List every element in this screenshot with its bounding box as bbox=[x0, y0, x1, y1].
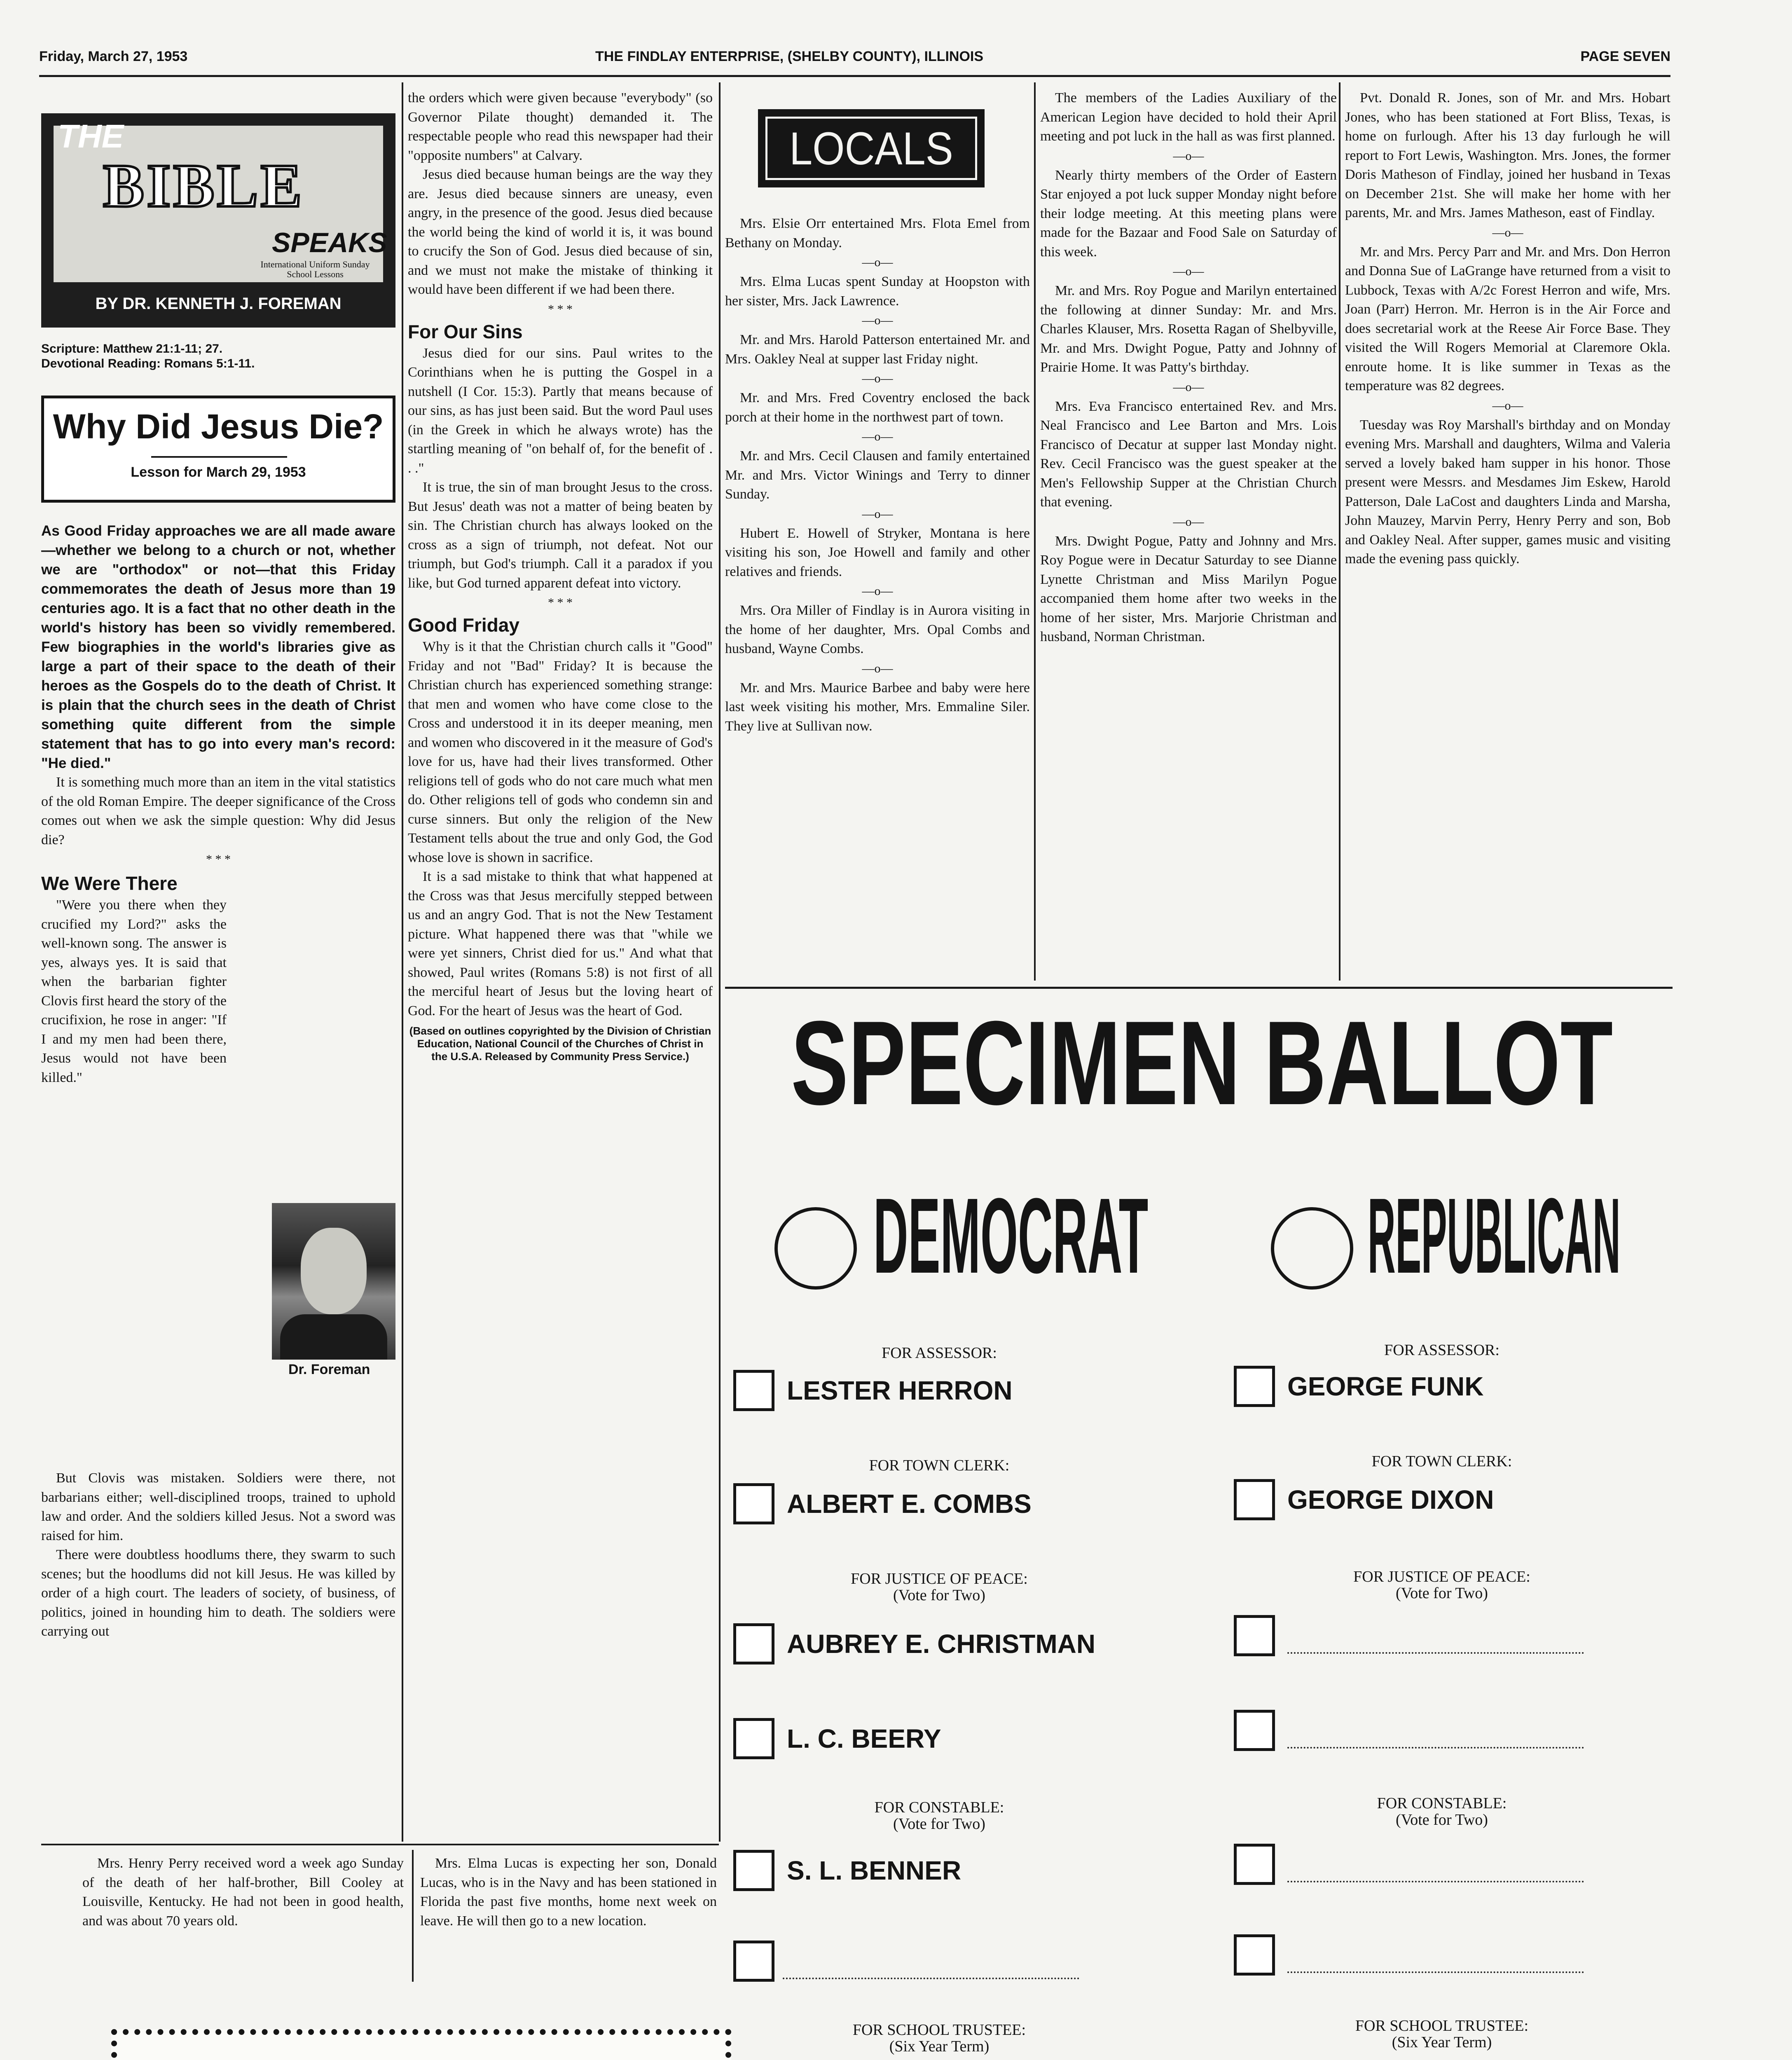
locals-item: Mr. and Mrs. Fred Coventry enclosed the back porch at their home in the northwest part of town. bbox=[725, 390, 1030, 425]
checkbox-lester-herron[interactable] bbox=[733, 1370, 774, 1411]
bible-col2-para-6: It is a sad mistake to think that what happened at the Cross was that Jesus mercifully stepped between us and an angry God. That is not the New Testament picture. What happened there was that "while we were yet sinners, Christ died for us." And what that showed, Paul writes (Romans 5:8) is not first of all the merciful heart of Jesus but the loving heart of God. For the heart of Jesus was the heart of God. bbox=[408, 869, 713, 1018]
stars-separator: * * * bbox=[206, 852, 231, 866]
bible-credit: (Based on outlines copyrighted by the Division of Christian Education, National Council of the Churches of Christ in the U.S.A. Released by Community Press Service.) bbox=[409, 1025, 711, 1063]
logo-byline: BY DR. KENNETH J. FOREMAN bbox=[95, 295, 342, 313]
locals-title: LOCALS bbox=[789, 123, 953, 174]
lesson-rule bbox=[151, 456, 287, 458]
checkbox-rep-constable-blank-2[interactable] bbox=[1234, 1934, 1275, 1976]
locals-separator: —o— bbox=[1173, 149, 1204, 163]
locals-item: Nearly thirty members of the Order of Eastern Star enjoyed a pot luck supper Monday night before their lodge meeting. At this meeting plans were made for the Bazaar and Food Sale on Saturday of this week. bbox=[1040, 167, 1337, 260]
logo-the: THE bbox=[58, 118, 124, 154]
dem-constable-label: FOR CONSTABLE: bbox=[874, 1799, 1004, 1816]
dem-trustee-six: (Six Year Term) bbox=[889, 2038, 990, 2055]
photo-face bbox=[301, 1228, 367, 1314]
bible-speaks-logo bbox=[41, 113, 395, 328]
ballot-top-rule bbox=[725, 987, 1673, 989]
ballot-title bbox=[783, 996, 1648, 1130]
locals-separator: —o— bbox=[1173, 515, 1204, 529]
checkbox-rep-justice-blank-1[interactable] bbox=[1234, 1615, 1275, 1656]
locals-item: Mrs. Dwight Pogue, Patty and Johnny and Mrs. Roy Pogue were in Decatur Saturday to see Dianne Lynette Christman and Miss Marilyn Pogue accompanied them home after two weeks in the home of her sister, Mrs. Marjorie Christman and husband, Norman Christman. bbox=[1040, 533, 1337, 644]
republican-label-wrap bbox=[1368, 1178, 1656, 1302]
dem-justice-vote: (Vote for Two) bbox=[893, 1587, 985, 1604]
brief-perry-text: Mrs. Henry Perry received word a week ago Sunday of the death of her half-brother, Bill Cooley at Louisville, Kentucky. He had not been in good health, and was about 70 years old. bbox=[82, 1856, 404, 1929]
lesson-title: Why Did Jesus Die? bbox=[53, 407, 384, 446]
dem-justice-label: FOR JUSTICE OF PEACE: bbox=[851, 1570, 1028, 1587]
bible-col2-text bbox=[408, 89, 713, 1063]
scripture-ref: Scripture: Matthew 21:1-11; 27. bbox=[41, 342, 223, 356]
header-paper: THE FINDLAY ENTERPRISE, (SHELBY COUNTY), ILLINOIS bbox=[595, 49, 984, 64]
bible-col2-para-5: Why is it that the Christian church calls it "Good" Friday and not "Bad" Friday? It is because the Christian church has experienced something strange: that men and women who have come close to the Cross and understood it in its deeper meaning, men and women who discovered in it the measure of God's love for us, have had their lives transformed. Other religions tell of gods who do not care much what men do. Other religions tell of gods who condemn sin and curse sinners. But only the religion of the New Testament tells about the true and only God, the God whose love is shown in sacrifice. bbox=[408, 639, 713, 865]
rep-assessor-label: FOR ASSESSOR: bbox=[1384, 1341, 1500, 1359]
locals-separator: —o— bbox=[1173, 265, 1204, 278]
locals-separator: —o— bbox=[1492, 225, 1523, 239]
checkbox-lc-beery[interactable] bbox=[733, 1718, 774, 1759]
logo-speaks: SPEAKS bbox=[272, 227, 387, 258]
briefs-top-rule bbox=[41, 1844, 719, 1845]
col-divider-2 bbox=[719, 82, 721, 1842]
locals-item: The members of the Ladies Auxiliary of the American Legion have decided to hold their April meeting and pot luck in the hall as was first planned. bbox=[1040, 90, 1337, 144]
dem-constable-blank-line bbox=[783, 1978, 1079, 1979]
foreman-photo bbox=[272, 1203, 395, 1360]
checkbox-george-funk[interactable] bbox=[1234, 1366, 1275, 1407]
checkbox-dem-constable-blank[interactable] bbox=[733, 1941, 774, 1982]
dem-assessor-label: FOR ASSESSOR: bbox=[882, 1344, 997, 1362]
bible-col2-para-1: the orders which were given because "everybody" (so Governor Pilate thought) demanded it. The respectable people who read this newspaper had their "opposite numbers" at Calvary. bbox=[408, 90, 713, 163]
bible-col2-para-2: Jesus died because human beings are the way they are. Jesus died because sinners are uneasy, even angry, in the presence of the good. Jesus died because the world being the kind of world it is, it was bound to crucify the Son of God. Jesus died because of sin, and we must not make the mistake of thinking it would have been different if we had been there. bbox=[408, 167, 713, 297]
locals-separator: —o— bbox=[1173, 380, 1204, 394]
bible-para-2: It is something much more than an item in the vital statistics of the old Roman Empire. The deeper significance of the Cross comes out when we ask the simple question: Why did Jesus die? bbox=[41, 775, 395, 847]
locals-col-1 bbox=[725, 214, 1030, 736]
heading-for-our-sins: For Our Sins bbox=[408, 321, 523, 342]
checkbox-george-dixon[interactable] bbox=[1234, 1479, 1275, 1520]
candidate-george-dixon: GEORGE DIXON bbox=[1287, 1485, 1494, 1515]
locals-item: Mr. and Mrs. Maurice Barbee and baby were here last week visiting his mother, Mrs. Emmaline Siler. They live at Sullivan now. bbox=[725, 680, 1030, 734]
locals-separator: —o— bbox=[862, 430, 893, 443]
democrat-circle[interactable] bbox=[774, 1207, 857, 1290]
locals-separator: —o— bbox=[862, 372, 893, 385]
dem-clerk-label: FOR TOWN CLERK: bbox=[869, 1457, 1010, 1474]
locals-col-3 bbox=[1345, 89, 1670, 569]
candidate-aubrey-christman: AUBREY E. CHRISTMAN bbox=[787, 1629, 1096, 1659]
locals-item: Mrs. Ora Miller of Findlay is in Aurora visiting in the home of her daughter, Mrs. Opal Combs and husband, Wayne Combs. bbox=[725, 603, 1030, 656]
checkbox-albert-combs[interactable] bbox=[733, 1483, 774, 1524]
brief-lucas bbox=[420, 1854, 717, 1931]
lesson-date: Lesson for March 29, 1953 bbox=[131, 464, 306, 480]
checkbox-rep-justice-blank-2[interactable] bbox=[1234, 1710, 1275, 1751]
bible-col1-text-lower bbox=[41, 1469, 395, 1641]
rep-justice-blank-line-1 bbox=[1287, 1652, 1584, 1654]
locals-item: Mr. and Mrs. Percy Parr and Mr. and Mrs. Don Herron and Donna Sue of LaGrange have returned from a visit to Lubbock, Texas with A/2c Forest Herron and wife, Mrs. Joan (Parr) Herron. Mr. Herron is in the Air Force and does secretarial work at the Reese Air Force Base. They visited the Will Rogers Memorial at Claremore Okla. enroute home. It is like summer in Texas as the temperature was 82 degrees. bbox=[1345, 244, 1670, 393]
candidate-albert-combs: ALBERT E. COMBS bbox=[787, 1489, 1032, 1519]
locals-item: Mrs. Elma Lucas spent Sunday at Hoopston with her sister, Mrs. Jack Lawrence. bbox=[725, 274, 1030, 309]
dem-trustee-label: FOR SCHOOL TRUSTEE: bbox=[852, 2021, 1026, 2039]
democrat-label: DEMOCRAT bbox=[873, 1176, 1149, 1296]
page-header bbox=[39, 41, 1670, 74]
locals-separator: —o— bbox=[862, 507, 893, 521]
header-rule bbox=[39, 75, 1670, 77]
briefs-divider bbox=[412, 1850, 414, 1982]
dem-constable-vote: (Vote for Two) bbox=[893, 1815, 985, 1833]
rep-justice-blank-line-2 bbox=[1287, 1747, 1584, 1749]
heading-we-were-there: We Were There bbox=[41, 873, 178, 894]
locals-item: Mr. and Mrs. Cecil Clausen and family entertained Mr. and Mrs. Victor Winings and Terry to dinner Sunday. bbox=[725, 448, 1030, 502]
checkbox-aubrey-christman[interactable] bbox=[733, 1623, 774, 1664]
bible-para-5: There were doubtless hoodlums there, they swarm to such scenes; but the hoodlums did not kill Jesus. He was killed by order of a high court. The leaders of society, of business, of politics, joined in hounding him to death. The soldiers were carrying out bbox=[41, 1547, 395, 1639]
header-date: Friday, March 27, 1953 bbox=[39, 49, 188, 64]
bible-para-3: "Were you there when they crucified my Lord?" asks the well-known song. The answer is yes, always yes. It is said that when the barbarian fighter Clovis first heard the story of the crucifixion, he rose in anger: "If I and my men had been there, Jesus would not have been killed." bbox=[41, 897, 227, 1085]
locals-separator: —o— bbox=[862, 584, 893, 598]
locals-col-2 bbox=[1040, 89, 1337, 647]
locals-item: Tuesday was Roy Marshall's birthday and on Monday evening Mrs. Marshall and daughters, Wilma and Valeria served a lovely baked ham supper in his honor. Those present were Messrs. and Mesdames Jim Eskew, Harold Patterson, Dale LaCost and daughters Linda and Marsha, John Mauzey, Marvin Perry, Henry Perry and son, Bob and Oakley Neal. After supper, games music and visiting made the evening pass quickly. bbox=[1345, 417, 1670, 566]
candidate-sl-benner: S. L. BENNER bbox=[787, 1856, 962, 1885]
locals-item: Mr. and Mrs. Roy Pogue and Marilyn entertained the following at dinner Sunday: Mr. and Mrs. Charles Klauser, Mrs. Rosetta Ragan of Shelbyville, Mr. and Mrs. Dwight Pogue, Patty and Johnny of Prairie Home. It was Patty's birthday. bbox=[1040, 283, 1337, 375]
locals-banner bbox=[758, 109, 985, 187]
rep-constable-blank-line-2 bbox=[1287, 1971, 1584, 1973]
brief-perry bbox=[82, 1854, 404, 1931]
col-divider-1 bbox=[402, 82, 403, 1842]
democrat-label-wrap bbox=[873, 1178, 1162, 1302]
candidate-george-funk: GEORGE FUNK bbox=[1287, 1372, 1484, 1401]
rep-justice-label: FOR JUSTICE OF PEACE: bbox=[1353, 1568, 1530, 1585]
rep-trustee-label: FOR SCHOOL TRUSTEE: bbox=[1355, 2017, 1529, 2034]
bible-para-4: But Clovis was mistaken. Soldiers were there, not barbarians either; well-disciplined troops, trained to uphold law and order. And the soldiers killed Jesus. Not a sword was raised for him. bbox=[41, 1470, 395, 1543]
locals-item: Mr. and Mrs. Harold Patterson entertained Mr. and Mrs. Oakley Neal at supper last Friday night. bbox=[725, 332, 1030, 367]
locals-divider-2 bbox=[1339, 82, 1340, 981]
logo-bible: BIBLE bbox=[103, 152, 304, 220]
bible-col2-para-4: It is true, the sin of man brought Jesus to the cross. But Jesus' death was not a matter of being beaten by sin. The Christian church has always looked on the cross as a sign of triumph, not defeat. Not our triumph, but God's triumph. Call it a paradox if you like, but God turned apparent defeat into victory. bbox=[408, 480, 713, 591]
bible-col2-para-3: Jesus died for our sins. Paul writes to the Corinthians when he is putting the Gospel in a nutshell (I Cor. 15:3). Partly that means because of our sins, as has just been said. But the word Paul uses (in the Greek in which he always wrote) has the startling meaning of "on behalf of, for the benefit of . . ." bbox=[408, 345, 713, 476]
locals-item: Pvt. Donald R. Jones, son of Mr. and Mrs. Hobart Jones, who has been stationed at Fort Bliss, Texas, is home on furlough. After his 13 day furlough he will report to Fort Lewis, Washington. Mrs. Jones, the former Doris Matheson of Findlay, joined her husband in Texas on December 21st. She will make her home with her parents, Mr. and Mrs. James Matheson, east of Findlay. bbox=[1345, 90, 1670, 220]
photo-caption: Dr. Foreman bbox=[288, 1362, 370, 1377]
locals-separator: —o— bbox=[862, 255, 893, 269]
republican-circle[interactable] bbox=[1271, 1207, 1353, 1290]
brief-lucas-text: Mrs. Elma Lucas is expecting her son, Donald Lucas, who is in the Navy and has been stationed in Florida the past five months, home next week on leave. He will then go to a new location. bbox=[420, 1856, 717, 1929]
rep-constable-vote: (Vote for Two) bbox=[1396, 1811, 1488, 1828]
ballot-title-text: SPECIMEN BALLOT bbox=[791, 996, 1613, 1130]
header-page: PAGE SEVEN bbox=[1580, 49, 1670, 64]
republican-label: REPUBLICAN bbox=[1368, 1176, 1621, 1296]
locals-divider-1 bbox=[1034, 82, 1036, 981]
devotional-ref: Devotional Reading: Romans 5:1-11. bbox=[41, 357, 255, 370]
stars-separator-2: * * * bbox=[548, 302, 573, 316]
locals-separator: —o— bbox=[862, 661, 893, 675]
candidate-lester-herron: LESTER HERRON bbox=[787, 1376, 1013, 1405]
logo-series: International Uniform Sunday School Lessons bbox=[260, 259, 370, 279]
heading-good-friday: Good Friday bbox=[408, 614, 519, 636]
bible-col1-text bbox=[41, 521, 395, 1087]
locals-item: Hubert E. Howell of Stryker, Montana is here visiting his son, Joe Howell and family and other relatives and friends. bbox=[725, 525, 1030, 579]
bible-para-1: As Good Friday approaches we are all made aware—whether we belong to a church or not, whether we are "orthodox" or not—that this Friday commemorates the death of Jesus more than 19 centuries ago. It is a fact that no other death in the world's history has been so vividly remembered. Few biographies in the world's libraries give as large a part of their space to the death of their heroes as the Gospels do to the death of Christ. It is plain that the church sees in the death of Christ something quite different from the simple statement that has to go into every man's record: "He died." bbox=[41, 523, 395, 771]
lesson-title-box bbox=[41, 396, 395, 503]
rep-justice-vote: (Vote for Two) bbox=[1396, 1585, 1488, 1602]
locals-separator: —o— bbox=[862, 314, 893, 327]
locals-separator: —o— bbox=[1492, 398, 1523, 412]
rep-clerk-label: FOR TOWN CLERK: bbox=[1371, 1453, 1512, 1470]
candidate-lc-beery: L. C. BEERY bbox=[787, 1724, 941, 1753]
rep-constable-label: FOR CONSTABLE: bbox=[1377, 1795, 1507, 1812]
carters-ad bbox=[111, 2029, 731, 2060]
photo-suit bbox=[280, 1314, 387, 1360]
rep-constable-blank-line-1 bbox=[1287, 1881, 1584, 1882]
rep-trustee-six: (Six Year Term) bbox=[1392, 2034, 1492, 2051]
checkbox-sl-benner[interactable] bbox=[733, 1850, 774, 1891]
checkbox-rep-constable-blank-1[interactable] bbox=[1234, 1844, 1275, 1885]
locals-item: Mrs. Elsie Orr entertained Mrs. Flota Emel from Bethany on Monday. bbox=[725, 216, 1030, 250]
stars-separator-3: * * * bbox=[548, 596, 573, 609]
locals-item: Mrs. Eva Francisco entertained Rev. and Mrs. Neal Francisco and Lee Barton and Mrs. Lois Francisco of Decatur at supper last Monday night. Rev. Cecil Francisco was the guest speaker at the Men's Fellowship Supper at the Christian Church that evening. bbox=[1040, 398, 1337, 510]
